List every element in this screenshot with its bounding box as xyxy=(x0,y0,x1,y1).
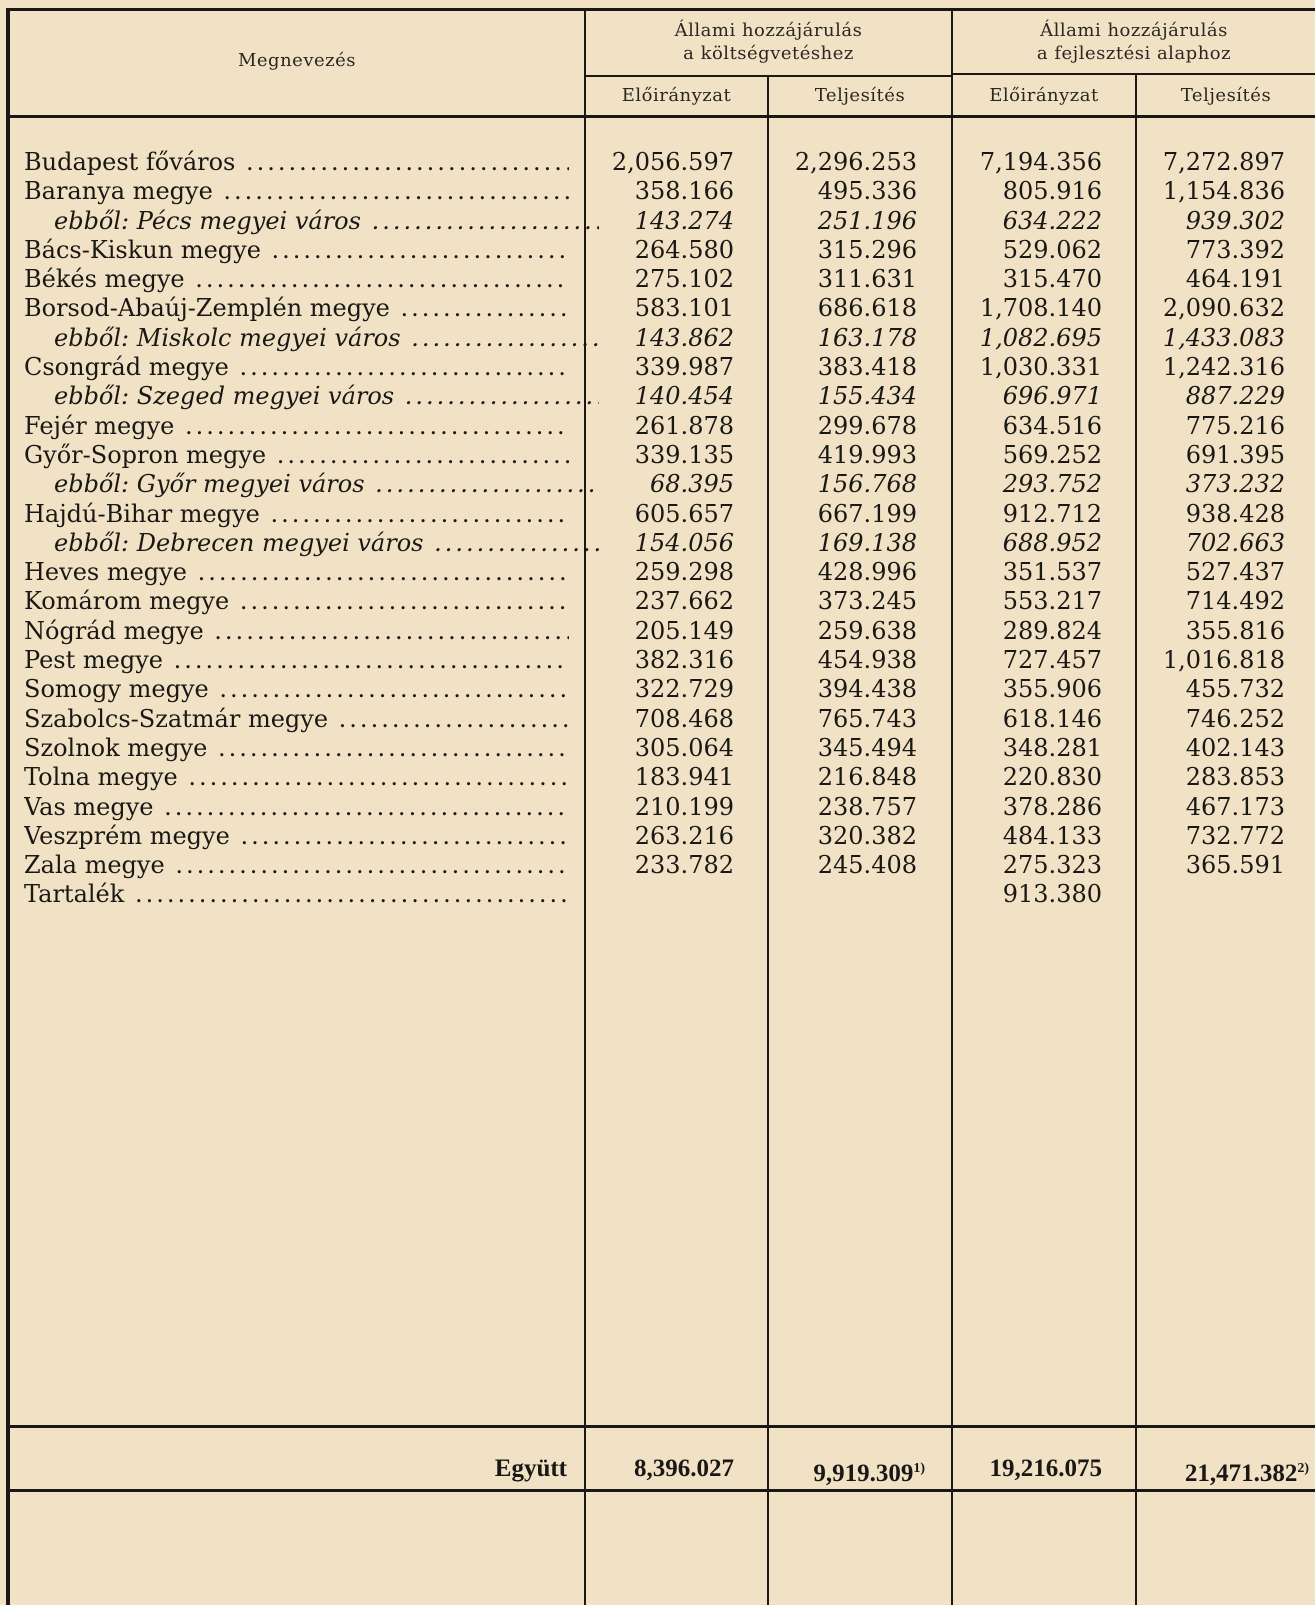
table-row xyxy=(0,705,1315,734)
row-name: Csongrád megye ..... xyxy=(24,353,569,382)
row-value-2: 765.743 xyxy=(817,704,917,733)
table-row xyxy=(0,646,1315,675)
row-value-3: 220.830 xyxy=(1002,763,1102,792)
row-value-4: 1,433.083 xyxy=(1162,323,1285,352)
row-name: Győr-Sopron megye ..... xyxy=(24,441,569,470)
row-name: ebből: Győr megyei város ..... xyxy=(54,470,599,499)
row-value-3: 289.824 xyxy=(1002,616,1102,645)
row-name: Fejér megye ..... xyxy=(24,412,569,441)
row-value-2: 216.848 xyxy=(817,763,917,792)
row-value-2: 383.418 xyxy=(817,353,917,382)
row-name: Tolna megye ..... xyxy=(24,763,569,792)
row-value-3: 805.916 xyxy=(1002,177,1102,206)
row-value-2: 495.336 xyxy=(817,177,917,206)
total-planned-2: 19,216.075 xyxy=(989,1455,1102,1482)
row-name: Veszprém megye ..... xyxy=(24,822,569,851)
table-row xyxy=(0,294,1315,323)
row-value-1: 183.941 xyxy=(634,763,734,792)
row-value-1: 264.580 xyxy=(634,235,734,264)
table-row xyxy=(0,324,1315,353)
row-value-1: 339.987 xyxy=(634,353,734,382)
row-value-1: 339.135 xyxy=(634,440,734,469)
row-value-4: 2,090.632 xyxy=(1162,294,1285,323)
total-actual-1 xyxy=(813,1452,925,1491)
row-value-2: 428.996 xyxy=(817,558,917,587)
row-value-2: 686.618 xyxy=(817,294,917,323)
table-body xyxy=(0,148,1315,910)
table-row xyxy=(0,470,1315,499)
total-bottom-rule xyxy=(6,1489,1315,1492)
row-value-3: 355.906 xyxy=(1002,675,1102,704)
table-row xyxy=(0,587,1315,616)
row-name: ebből: Debrecen megyei város ..... xyxy=(54,529,599,558)
row-value-4: 283.853 xyxy=(1185,763,1285,792)
row-value-4: 938.428 xyxy=(1185,499,1285,528)
top-rule xyxy=(6,8,1315,11)
total-planned-1: 8,396.027 xyxy=(634,1455,734,1482)
row-name: Zala megye ..... xyxy=(24,851,569,880)
table-row xyxy=(0,382,1315,411)
table-row xyxy=(0,441,1315,470)
footnote-mark-1: 1) xyxy=(913,1461,925,1476)
header-group-1-line-2: a költségvetéshez xyxy=(683,43,854,64)
row-value-4: 365.591 xyxy=(1185,851,1285,880)
row-value-2: 345.494 xyxy=(817,733,917,762)
row-value-1: 140.454 xyxy=(634,382,734,411)
table-row xyxy=(0,353,1315,382)
row-value-3: 688.952 xyxy=(1002,528,1102,557)
row-value-4: 455.732 xyxy=(1185,675,1285,704)
row-name: ebből: Pécs megyei város ..... xyxy=(54,207,599,236)
row-value-3: 1,082.695 xyxy=(979,323,1102,352)
row-value-2: 238.757 xyxy=(817,792,917,821)
row-name: Tartalék ..... xyxy=(24,880,569,909)
row-value-3: 569.252 xyxy=(1002,440,1102,469)
row-value-3: 912.712 xyxy=(1002,499,1102,528)
row-value-4: 887.229 xyxy=(1185,382,1285,411)
row-name: Baranya megye ..... xyxy=(24,177,569,206)
row-value-3: 634.516 xyxy=(1002,411,1102,440)
row-value-3: 1,030.331 xyxy=(979,353,1102,382)
row-value-3: 351.537 xyxy=(1002,558,1102,587)
row-value-4: 1,154.836 xyxy=(1162,177,1285,206)
row-value-4: 402.143 xyxy=(1185,733,1285,762)
row-name: Szolnok megye ..... xyxy=(24,734,569,763)
table-row xyxy=(0,880,1315,909)
row-value-3: 618.146 xyxy=(1002,704,1102,733)
table-row xyxy=(0,617,1315,646)
row-value-4: 691.395 xyxy=(1185,440,1285,469)
row-value-1: 259.298 xyxy=(634,558,734,587)
row-name: Budapest főváros ..... xyxy=(24,148,569,177)
row-value-1: 261.878 xyxy=(634,411,734,440)
row-value-1: 143.274 xyxy=(634,206,734,235)
row-value-2: 394.438 xyxy=(817,675,917,704)
row-name: Heves megye ..... xyxy=(24,558,569,587)
row-value-4: 1,242.316 xyxy=(1162,353,1285,382)
table-row xyxy=(0,763,1315,792)
row-value-4: 939.302 xyxy=(1185,206,1285,235)
row-value-2: 163.178 xyxy=(817,323,917,352)
row-value-1: 205.149 xyxy=(634,616,734,645)
row-value-4: 355.816 xyxy=(1185,616,1285,645)
row-value-2: 315.296 xyxy=(817,235,917,264)
row-value-1: 210.199 xyxy=(634,792,734,821)
row-value-3: 275.323 xyxy=(1002,851,1102,880)
row-value-2: 299.678 xyxy=(817,411,917,440)
row-value-4: 775.216 xyxy=(1185,411,1285,440)
row-value-1: 143.862 xyxy=(634,323,734,352)
row-value-3: 634.222 xyxy=(1002,206,1102,235)
table-row xyxy=(0,148,1315,177)
row-value-1: 233.782 xyxy=(634,851,734,880)
table-row xyxy=(0,529,1315,558)
row-value-3: 378.286 xyxy=(1002,792,1102,821)
table-row xyxy=(0,851,1315,880)
row-value-1: 382.316 xyxy=(634,646,734,675)
row-value-1: 263.216 xyxy=(634,821,734,850)
table-row xyxy=(0,412,1315,441)
total-actual-2-value: 21,471.382 xyxy=(1184,1460,1298,1487)
group-underline-2 xyxy=(953,73,1315,75)
row-value-4: 527.437 xyxy=(1185,558,1285,587)
row-value-2: 259.638 xyxy=(817,616,917,645)
row-value-4: 714.492 xyxy=(1185,587,1285,616)
row-value-1: 2,056.597 xyxy=(611,148,734,176)
table-row xyxy=(0,236,1315,265)
row-name: Somogy megye ..... xyxy=(24,675,569,704)
row-value-2: 245.408 xyxy=(817,851,917,880)
row-name: Nógrád megye ..... xyxy=(24,617,569,646)
row-value-1: 237.662 xyxy=(634,587,734,616)
table-row xyxy=(0,675,1315,704)
row-value-4: 773.392 xyxy=(1185,235,1285,264)
header-planned-1: Előirányzat xyxy=(621,85,732,106)
total-actual-2 xyxy=(1185,1452,1309,1491)
header-group-1-line-1: Állami hozzájárulás xyxy=(674,20,863,41)
row-value-1: 358.166 xyxy=(634,177,734,206)
row-value-3: 348.281 xyxy=(1002,733,1102,762)
table-row xyxy=(0,793,1315,822)
header-actual-1: Teljesítés xyxy=(814,85,906,106)
row-value-1: 275.102 xyxy=(634,265,734,294)
total-top-rule xyxy=(6,1425,1315,1428)
row-value-1: 583.101 xyxy=(634,294,734,323)
table-row xyxy=(0,500,1315,529)
row-name: Bács-Kiskun megye ..... xyxy=(24,236,569,265)
row-name: Vas megye ..... xyxy=(24,793,569,822)
table-row xyxy=(0,822,1315,851)
row-value-1: 605.657 xyxy=(634,499,734,528)
table-row xyxy=(0,558,1315,587)
row-value-3: 7,194.356 xyxy=(979,148,1102,176)
row-value-3: 913.380 xyxy=(1002,880,1102,909)
row-value-2: 169.138 xyxy=(817,528,917,557)
total-actual-1-value: 9,919.309 xyxy=(813,1460,914,1487)
table-row xyxy=(0,207,1315,236)
row-value-3: 529.062 xyxy=(1002,235,1102,264)
header-group-2-line-1: Állami hozzájárulás xyxy=(1040,20,1228,41)
header-actual-2: Teljesítés xyxy=(1180,85,1272,106)
row-value-4: 464.191 xyxy=(1185,265,1285,294)
row-value-4: 373.232 xyxy=(1185,470,1285,499)
header-group-2-line-2: a fejlesztési alaphoz xyxy=(1036,43,1232,64)
row-name: ebből: Miskolc megyei város ..... xyxy=(54,324,599,353)
table-row xyxy=(0,177,1315,206)
row-value-4: 467.173 xyxy=(1185,792,1285,821)
row-value-1: 68.395 xyxy=(650,470,734,499)
row-value-2: 155.434 xyxy=(817,382,917,411)
row-value-2: 311.631 xyxy=(817,265,917,294)
row-name: Borsod-Abaúj-Zemplén megye ..... xyxy=(24,294,569,323)
row-value-3: 293.752 xyxy=(1002,470,1102,499)
row-value-2: 320.382 xyxy=(817,821,917,850)
header-name-column: Megnevezés xyxy=(237,50,357,71)
row-value-4: 1,016.818 xyxy=(1162,646,1285,675)
row-value-1: 322.729 xyxy=(634,675,734,704)
row-value-4: 746.252 xyxy=(1185,704,1285,733)
row-value-3: 1,708.140 xyxy=(979,294,1102,323)
row-value-4: 7,272.897 xyxy=(1162,148,1285,176)
row-value-3: 315.470 xyxy=(1002,265,1102,294)
header-planned-2: Előirányzat xyxy=(989,85,1099,106)
row-value-2: 454.938 xyxy=(817,646,917,675)
row-value-1: 305.064 xyxy=(634,733,734,762)
row-name: ebből: Szeged megyei város ..... xyxy=(54,382,599,411)
row-name: Komárom megye ..... xyxy=(24,587,569,616)
row-value-4: 732.772 xyxy=(1185,821,1285,850)
header-bottom-rule xyxy=(6,115,1315,118)
row-value-3: 484.133 xyxy=(1002,821,1102,850)
row-value-2: 156.768 xyxy=(817,470,917,499)
row-name: Szabolcs-Szatmár megye ..... xyxy=(24,705,569,734)
row-value-4: 702.663 xyxy=(1185,528,1285,557)
row-value-3: 696.971 xyxy=(1002,382,1102,411)
footnote-mark-2: 2) xyxy=(1297,1461,1309,1476)
row-value-3: 727.457 xyxy=(1002,646,1102,675)
row-value-2: 667.199 xyxy=(817,499,917,528)
row-value-2: 2,296.253 xyxy=(794,148,917,176)
row-value-1: 154.056 xyxy=(634,528,734,557)
row-value-3: 553.217 xyxy=(1002,587,1102,616)
table-row xyxy=(0,265,1315,294)
row-value-2: 251.196 xyxy=(817,206,917,235)
row-value-2: 373.245 xyxy=(817,587,917,616)
row-name: Békés megye ..... xyxy=(24,265,569,294)
table-row xyxy=(0,734,1315,763)
row-value-1: 708.468 xyxy=(634,704,734,733)
total-row xyxy=(0,1452,1315,1486)
row-value-2: 419.993 xyxy=(817,440,917,469)
total-label: Együtt xyxy=(494,1455,567,1482)
row-name: Pest megye ..... xyxy=(24,646,569,675)
row-name: Hajdú-Bihar megye ..... xyxy=(24,500,569,529)
